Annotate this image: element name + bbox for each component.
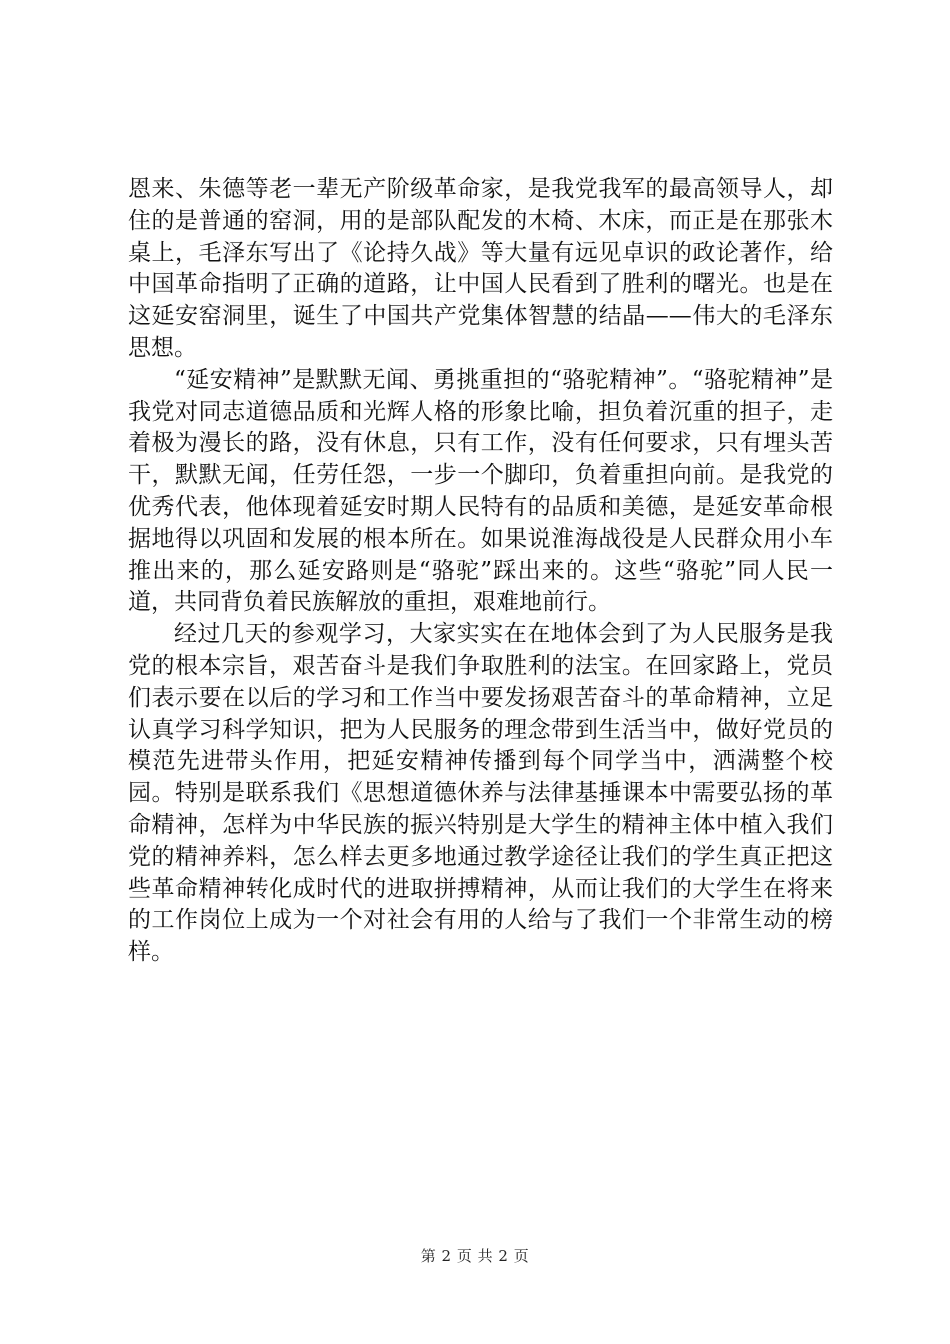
paragraph-2: “延安精神”是默默无闻、勇挑重担的“骆驼精神”。“骆驼精神”是我党对同志道德品质和光辉人格的形象比喻，担负着沉重的担子，走着极为漫长的路，没有休息，只有工作，没有任何要求，只有埋头苦干，默默无闻，任劳任怨，一步一个脚印，负着重担向前。是我党的优秀代表，他体现着延安时期人民特有的品质和美德，是延安革命根据地得以巩固和发展的根本所在。如果说淮海战役是人民群众用小车推出来的，那么延安路则是“骆驼”踩出来的。这些“骆驼”同人民一道，共同背负着民族解放的重担，艰难地前行。 bbox=[128, 366, 833, 616]
page-number-footer: 第 2 页 共 2 页 bbox=[420, 1247, 530, 1265]
paragraph-1: 恩来、朱德等老一辈无产阶级革命家，是我党我军的最高领导人，却住的是普通的窑洞，用的是部队配发的木椅、木床，而正是在那张木桌上，毛泽东写出了《论持久战》等大量有远见卓识的政论著作，给中国革命指明了正确的道路，让中国人民看到了胜利的曙光。也是在这延安窑洞里，诞生了中国共产党集体智慧的结晶——伟大的毛泽东思想。 bbox=[128, 176, 833, 361]
document-body bbox=[128, 174, 833, 969]
paragraph-3: 经过几天的参观学习，大家实实在在地体会到了为人民服务是我党的根本宗旨，艰苦奋斗是我们争取胜利的法宝。在回家路上，党员们表示要在以后的学习和工作当中要发扬艰苦奋斗的革命精神，立足认真学习科学知识，把为人民服务的理念带到生活当中，做好党员的模范先进带头作用，把延安精神传播到每个同学当中，洒满整个校园。特别是联系我们《思想道德休养与法律基捶课本中需要弘扬的革命精神，怎样为中华民族的振兴特别是大学生的精神主体中植入我们党的精神养料，怎么样去更多地通过教学途径让我们的学生真正把这些革命精神转化成时代的进取拼搏精神，从而让我们的大学生在将来的工作岗位上成为一个对社会有用的人给与了我们一个非常生动的榜样。 bbox=[128, 621, 833, 966]
